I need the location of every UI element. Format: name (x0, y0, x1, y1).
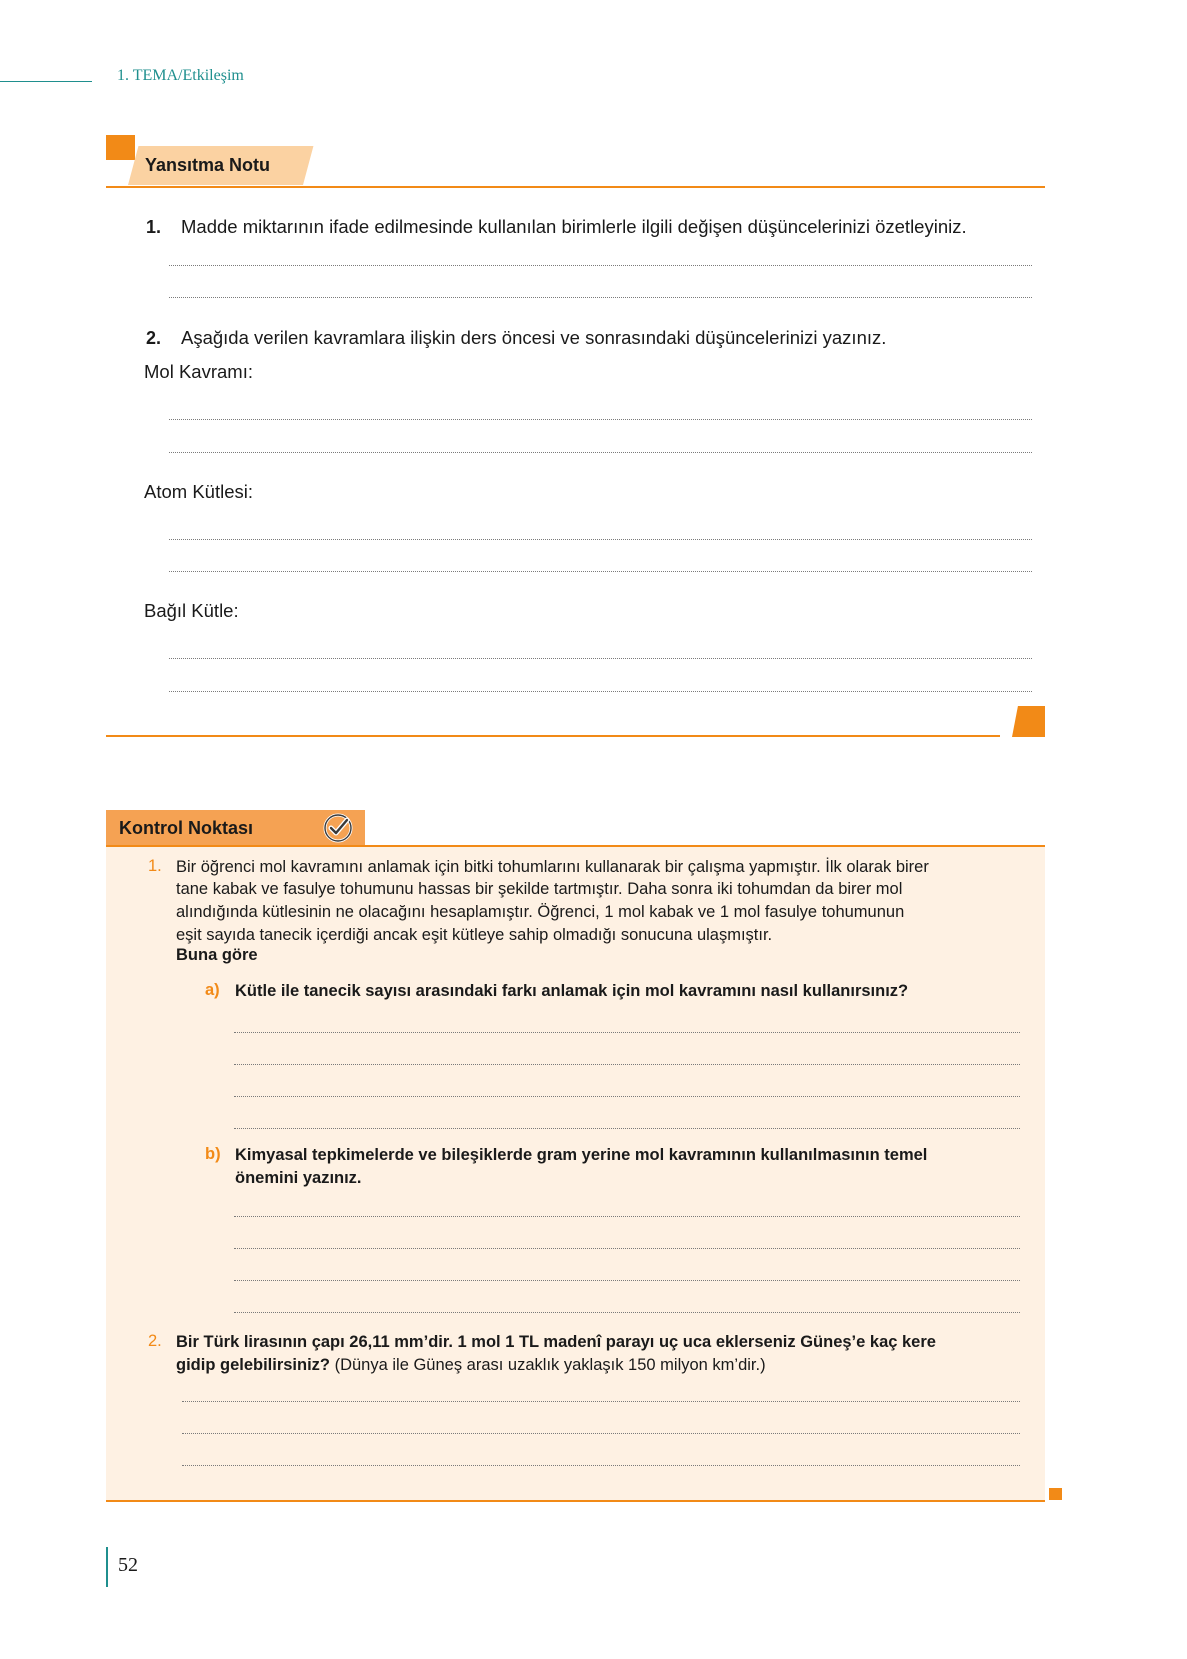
answer-line[interactable] (234, 1216, 1020, 1217)
problem-1-line: Bir öğrenci mol kavramını anlamak için bitki tohumlarını kullanarak bir çalışma yapmıştır. İlk olarak birer (176, 858, 929, 876)
page-number: 52 (118, 1554, 138, 1576)
answer-line[interactable] (234, 1128, 1020, 1129)
subquestion-b-line: Kimyasal tepkimelerde ve bileşiklerde gram yerine mol kavramının kullanılmasının temel (235, 1146, 928, 1164)
answer-line[interactable] (234, 1248, 1020, 1249)
answer-line[interactable] (182, 1401, 1020, 1402)
answer-line[interactable] (169, 571, 1032, 572)
yansitma-title: Yansıtma Notu (145, 155, 271, 175)
yansitma-bottom-rule (106, 735, 1000, 737)
answer-line[interactable] (182, 1433, 1020, 1434)
problem-2-note: (Dünya ile Güneş arası uzaklık yaklaşık 150 milyon km’dir.) (330, 1356, 766, 1374)
question-2-number: 2. (146, 328, 162, 348)
subquestion-a-letter: a) (205, 981, 220, 999)
header-separator: / (178, 67, 183, 84)
problem-1-line: tane kabak ve fasulye tohumunu hassas bir şekilde tartmıştır. Daha sonra iki tohumdan da birer mol (176, 880, 903, 898)
answer-line[interactable] (169, 297, 1032, 298)
answer-line[interactable] (182, 1465, 1020, 1466)
subquestion-b-letter: b) (205, 1145, 221, 1163)
header-rule (0, 81, 92, 82)
yansitma-top-rule (106, 186, 1045, 188)
problem-1-line: eşit sayıda tanecik içerdiği ancak eşit kütleye sahip olmadığı sonucuna ulaşmıştır. (176, 926, 773, 944)
answer-line[interactable] (234, 1096, 1020, 1097)
label-atom-kutlesi: Atom Kütlesi: (144, 481, 253, 502)
kontrol-title: Kontrol Noktası (119, 818, 254, 838)
kontrol-corner-accent (1049, 1488, 1062, 1500)
page-number-bar (106, 1547, 108, 1587)
problem-2-question: gidip gelebilirsiniz? (176, 1356, 331, 1374)
kontrol-top-rule (106, 845, 1045, 847)
answer-line[interactable] (234, 1064, 1020, 1065)
problem-1-number: 1. (148, 857, 162, 875)
answer-line[interactable] (234, 1312, 1020, 1313)
subquestion-a-text: Kütle ile tanecik sayısı arasındaki farkı anlamak için mol kavramını nasıl kullanırsınız? (235, 982, 909, 1000)
header-breadcrumb (117, 67, 244, 85)
yansitma-corner-accent (1012, 706, 1045, 737)
subquestion-b-line: önemini yazınız. (235, 1169, 362, 1187)
answer-line[interactable] (169, 265, 1032, 266)
label-bagil-kutle: Bağıl Kütle: (144, 600, 239, 621)
problem-1-lead: Buna göre (176, 946, 258, 964)
question-1-text: Madde miktarının ifade edilmesinde kullanılan birimlerle ilgili değişen düşüncelerinizi özetleyiniz. (181, 216, 967, 237)
question-2-text: Aşağıda verilen kavramlara ilişkin ders öncesi ve sonrasındaki düşüncelerinizi yazınız. (181, 327, 887, 348)
check-circle-icon (322, 812, 354, 844)
header-section: Etkileşim (182, 67, 244, 84)
yansitma-accent-square (106, 135, 135, 160)
answer-line[interactable] (169, 658, 1032, 659)
answer-line[interactable] (169, 452, 1032, 453)
answer-line[interactable] (234, 1032, 1020, 1033)
problem-2-line-1: Bir Türk lirasının çapı 26,11 mm’dir. 1 mol 1 TL madenî parayı uç uca eklerseniz Güneş’e kaç kere (176, 1333, 936, 1351)
problem-2-line-2 (176, 1354, 766, 1377)
problem-2-number: 2. (148, 1332, 162, 1350)
answer-line[interactable] (169, 539, 1032, 540)
answer-line[interactable] (169, 419, 1032, 420)
label-mol-kavrami: Mol Kavramı: (144, 361, 253, 382)
kontrol-bottom-rule (106, 1500, 1045, 1502)
question-1-number: 1. (146, 217, 162, 237)
header-theme: 1. TEMA (117, 67, 179, 84)
answer-line[interactable] (169, 691, 1032, 692)
answer-line[interactable] (234, 1280, 1020, 1281)
problem-1-line: alındığında kütlesinin ne olacağını hesaplamıştır. Öğrenci, 1 mol kabak ve 1 mol fasulye tohumunun (176, 903, 905, 921)
